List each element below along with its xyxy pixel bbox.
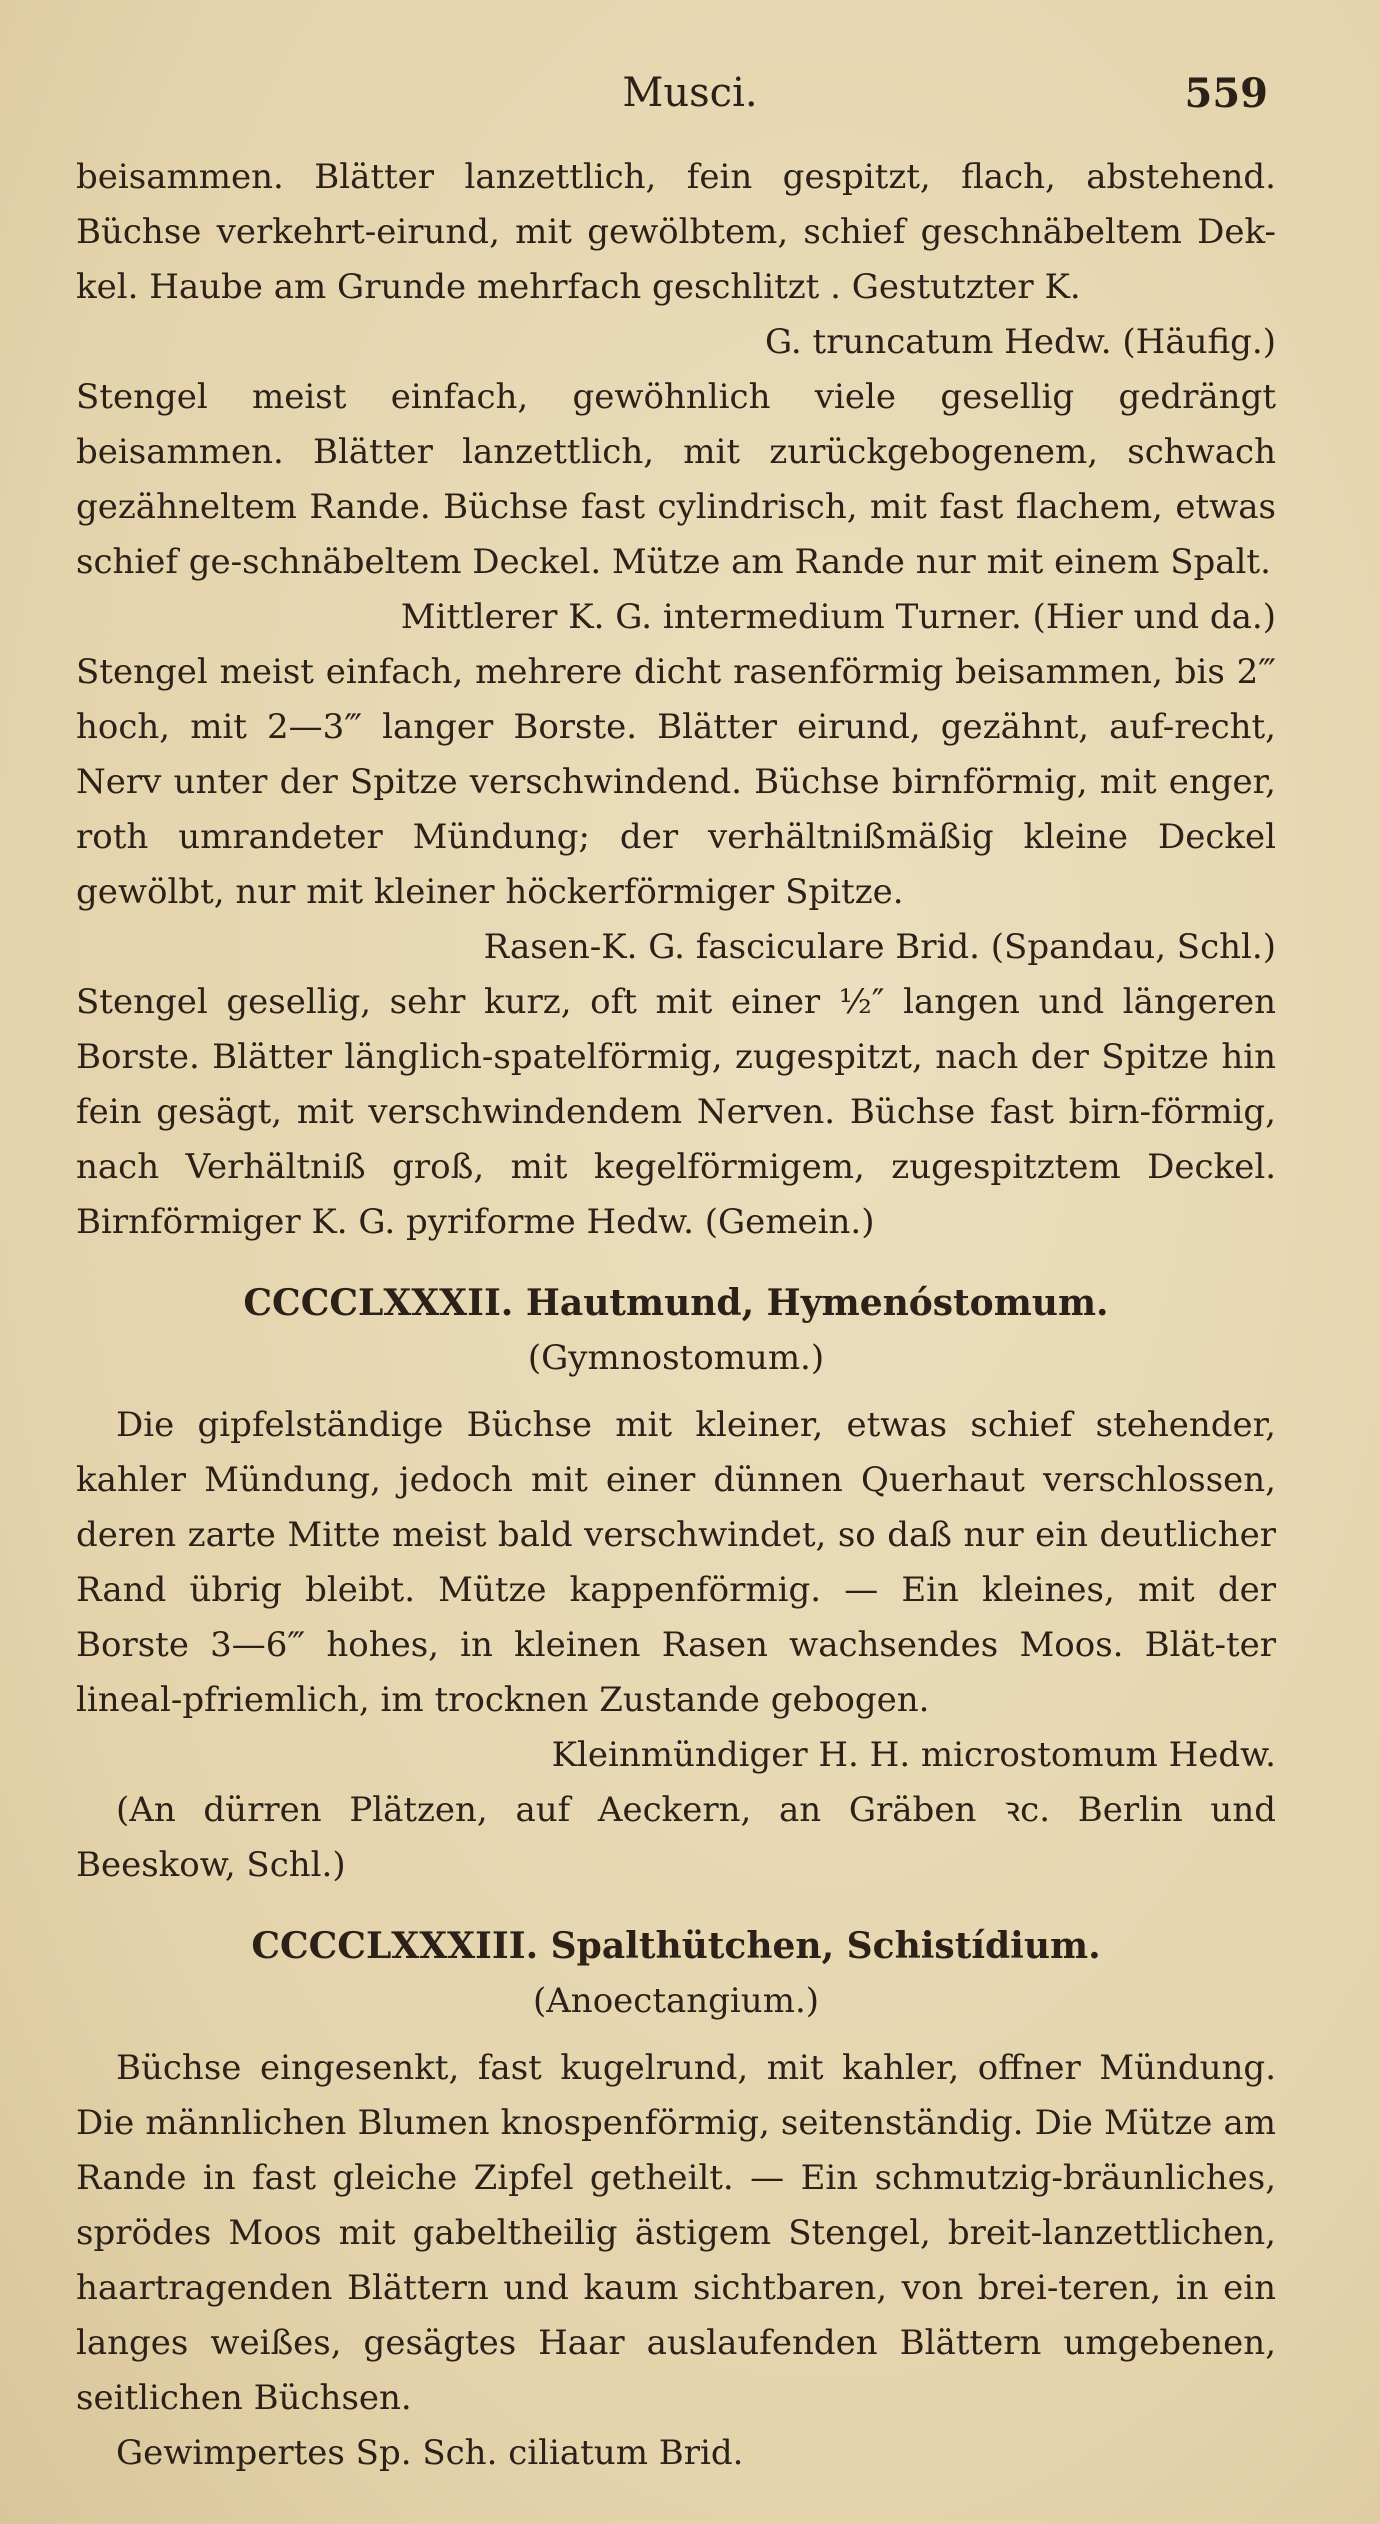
text-paragraph: (An dürren Plätzen, auf Aeckern, an Gräben ꝛc. Berlin und Beeskow, Schl.): [76, 1790, 1276, 1885]
text-paragraph: Stengel meist einfach, mehrere dicht rasenförmig beisammen, bis 2‴ hoch, mit 2—3‴ langer Borste. Blätter eirund, gezähnt, auf-recht, Nerv unter der Spitze verschwindend. Büchse birnförmig, mit enger, roth umrandeter Mündung; der verhältnißmäßig kleine Deckel gewölbt, nur mit kleiner höckerförmiger Spitze.: [76, 652, 1276, 912]
page-number: 559: [1184, 70, 1268, 117]
genus-heading: CCCCLXXXII. Hautmund, Hymenóstomum.: [243, 1282, 1109, 1324]
text-paragraph: Büchse eingesenkt, fast kugelrund, mit kahler, offner Mündung. Die männlichen Blumen knospenförmig, seitenständig. Die Mütze am Rande in fast gleiche Zipfel getheilt. — Ein schmutzig-bräunliches, sprödes Moos mit gabeltheilig ästigem Stengel, breit-lanzettlichen, haartragenden Blättern und kaum sichtbaren, von brei-teren, in ein langes weißes, gesägtes Haar auslaufenden Blättern umgebenen, seitlichen Büchsen.: [76, 2048, 1276, 2418]
genus-heading: (Gymnostomum.): [527, 1338, 825, 1378]
page-header: [0, 70, 1380, 130]
text-paragraph: Stengel meist einfach, gewöhnlich viele gesellig gedrängt beisammen. Blätter lanzettlich, mit zurückgebogenem, schwach gezähneltem Rande. Büchse fast cylindrisch, mit fast flachem, etwas schief ge-schnäbeltem Deckel. Mütze am Rande nur mit einem Spalt.: [76, 377, 1276, 582]
text-paragraph: Gewimpertes Sp. Sch. ciliatum Brid.: [116, 2433, 744, 2473]
species-line: G. truncatum Hedw. (Häufig.): [764, 322, 1276, 362]
species-line: Mittlerer K. G. intermedium Turner. (Hier und da.): [400, 597, 1276, 637]
species-line: Kleinmündiger H. H. microstomum Hedw.: [551, 1735, 1276, 1775]
running-title: Musci.: [622, 70, 758, 116]
page-body: [76, 150, 1276, 2481]
text-paragraph: Die gipfelständige Büchse mit kleiner, etwas schief stehender, kahler Mündung, jedoch mit einer dünnen Querhaut verschlossen, deren zarte Mitte meist bald verschwindet, so daß nur ein deutlicher Rand übrig bleibt. Mütze kappenförmig. — Ein kleines, mit der Borste 3—6‴ hohes, in kleinen Rasen wachsendes Moos. Blät-ter lineal-pfriemlich, im trocknen Zustande gebogen.: [76, 1405, 1276, 1720]
text-paragraph: Stengel gesellig, sehr kurz, oft mit einer ½″ langen und längeren Borste. Blätter länglich-spatelförmig, zugespitzt, nach der Spitze hin fein gesägt, mit verschwindendem Nerven. Büchse fast birn-förmig, nach Verhältniß groß, mit kegelförmigem, zugespitztem Deckel. Birnförmiger K. G. pyriforme Hedw. (Gemein.): [76, 982, 1276, 1242]
genus-heading: CCCCLXXXIII. Spalthütchen, Schistídium.: [251, 1925, 1101, 1967]
text-paragraph: beisammen. Blätter lanzettlich, fein gespitzt, flach, abstehend. Büchse verkehrt-eirund, mit gewölbtem, schief geschnäbeltem Dek-kel. Haube am Grunde mehrfach geschlitzt . Gestutzter K.: [76, 157, 1276, 307]
species-line: Rasen-K. G. fasciculare Brid. (Spandau, Schl.): [483, 927, 1276, 967]
genus-heading: (Anoectangium.): [532, 1981, 820, 2021]
